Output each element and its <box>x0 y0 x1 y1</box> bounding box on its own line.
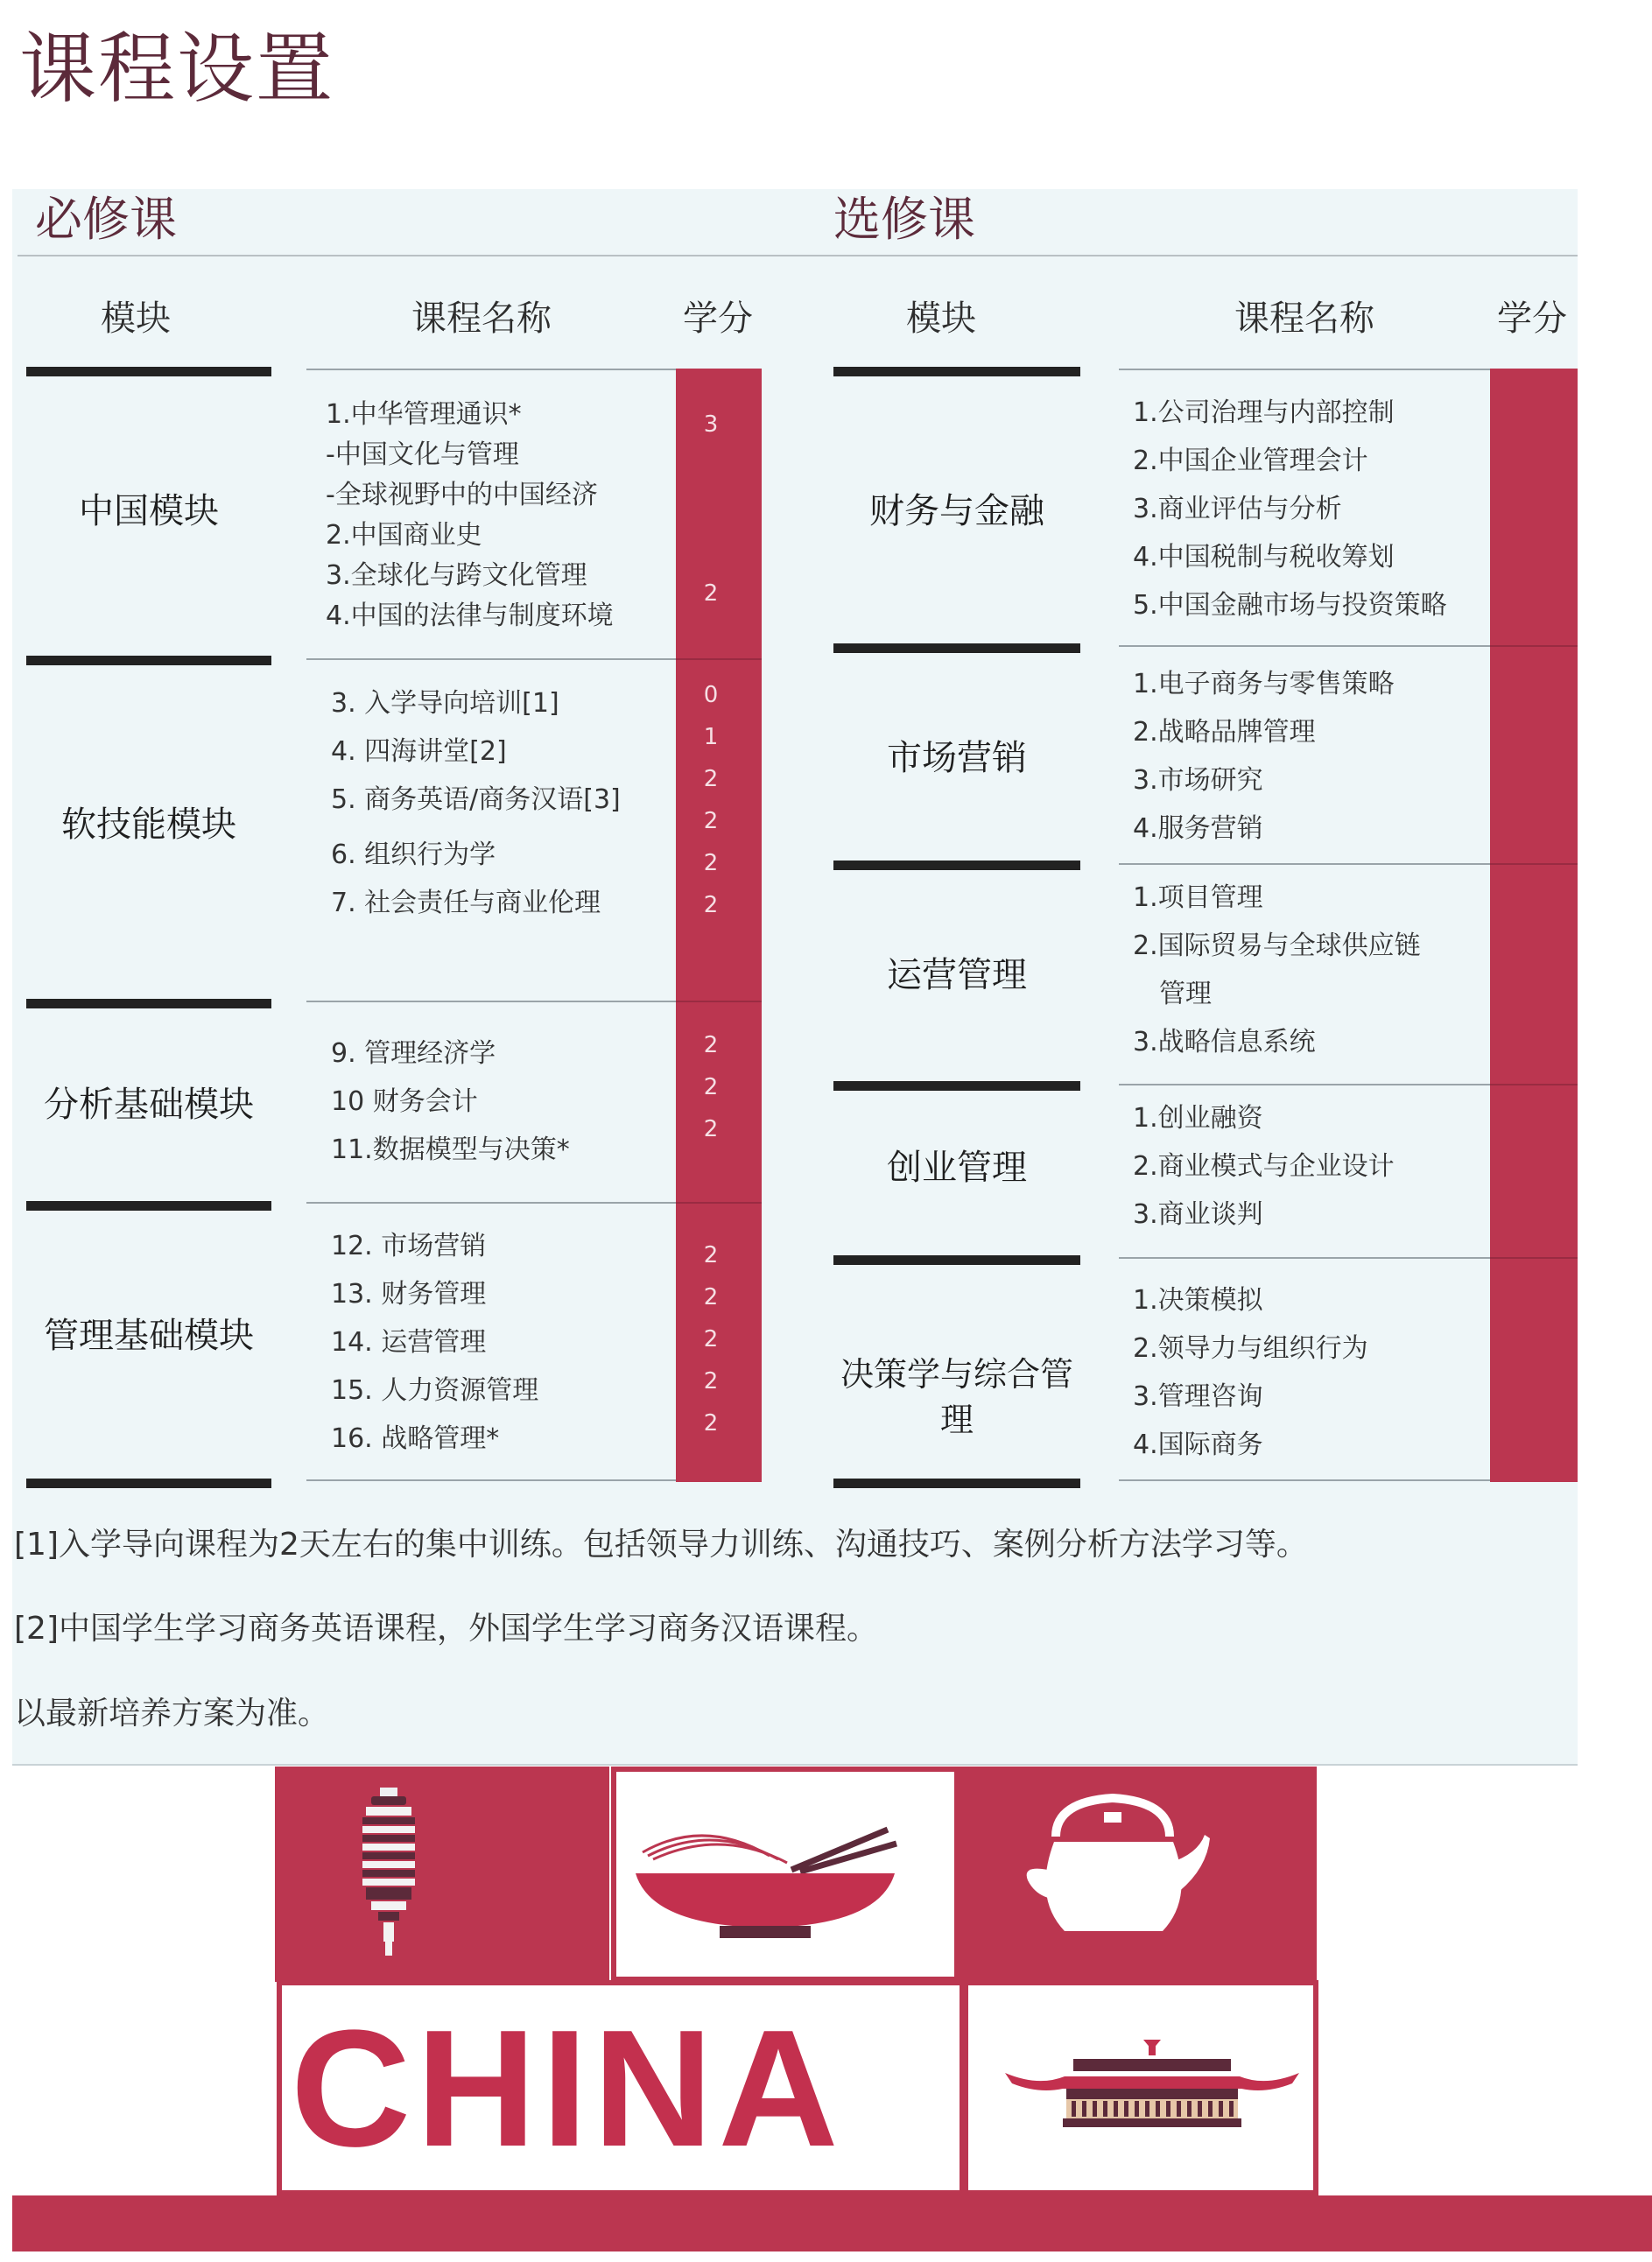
elective-credit-header: 学分 <box>1497 299 1567 339</box>
course-item: 2.商业模式与企业设计 <box>1133 1151 1395 1182</box>
course-item: 13. 财务管理 <box>331 1279 487 1310</box>
course-item: 5.中国金融市场与投资策略 <box>1133 590 1447 621</box>
credit-value: 2 <box>703 808 719 834</box>
course-item: 管理 <box>1159 979 1212 1009</box>
pagoda-icon <box>968 1985 1313 2190</box>
header-divider <box>18 255 1578 256</box>
course-item: -中国文化与管理 <box>326 439 519 470</box>
course-item: 2.领导力与组织行为 <box>1133 1333 1368 1364</box>
module-name: 运营管理 <box>887 955 1027 995</box>
credit-value: 2 <box>703 892 719 918</box>
elective-credit-column <box>1490 369 1578 1482</box>
required-course-rule <box>306 1202 676 1204</box>
footnote: [1]入学导向课程为2天左右的集中训练。包括领导力训练、沟通技巧、案例分析方法学习等。 <box>14 1527 1308 1563</box>
elective-module-rule <box>833 861 1080 870</box>
elective-course-rule <box>1119 369 1490 370</box>
elective-credit-rule <box>1490 863 1578 865</box>
course-item: 14. 运营管理 <box>331 1327 487 1358</box>
required-heading: 必修课 <box>35 192 177 247</box>
course-item: 4.中国税制与税收筹划 <box>1133 542 1395 573</box>
required-credit-header: 学分 <box>683 299 753 339</box>
elective-module-header: 模块 <box>906 299 976 339</box>
module-name: 创业管理 <box>887 1148 1027 1188</box>
credit-value: 2 <box>703 1032 719 1058</box>
lantern-icon <box>275 1767 609 1982</box>
pagoda-tile <box>963 1980 1318 2195</box>
credit-value: 3 <box>703 411 719 438</box>
module-name: 财务与金融 <box>869 491 1044 531</box>
noodle-tile <box>611 1767 960 1982</box>
panel-bottom-rule <box>12 1764 1578 1766</box>
course-item: 3.商业评估与分析 <box>1133 494 1342 524</box>
bottom-banner-strip <box>12 2195 1652 2251</box>
elective-heading: 选修课 <box>833 192 975 247</box>
course-item: 3.市场研究 <box>1133 765 1263 796</box>
elective-course-rule <box>1119 1479 1490 1481</box>
elective-credit-rule <box>1490 645 1578 647</box>
elective-course-rule <box>1119 1257 1490 1259</box>
china-word: CHINA <box>291 1996 844 2181</box>
elective-credit-rule <box>1490 1084 1578 1085</box>
course-item: 2.中国企业管理会计 <box>1133 446 1368 476</box>
credit-value: 2 <box>703 1410 719 1437</box>
credit-value: 2 <box>703 1368 719 1394</box>
course-item: -全球视野中的中国经济 <box>326 480 598 510</box>
module-name: 分析基础模块 <box>44 1085 254 1125</box>
noodle-bowl-icon <box>616 1772 954 1977</box>
elective-module-rule <box>833 643 1080 653</box>
elective-course-rule <box>1119 1084 1490 1085</box>
course-item: 10 财务会计 <box>331 1086 478 1117</box>
required-course-header: 课程名称 <box>411 299 552 339</box>
required-course-rule <box>306 658 676 660</box>
required-course-rule <box>306 1479 676 1481</box>
module-name: 中国模块 <box>79 491 219 531</box>
course-item: 15. 人力资源管理 <box>331 1375 539 1406</box>
credit-value: 2 <box>703 766 719 792</box>
course-item: 2.战略品牌管理 <box>1133 717 1316 748</box>
required-credit-column <box>676 369 762 1482</box>
china-word-tile <box>277 1980 965 2195</box>
module-name: 软技能模块 <box>61 804 236 845</box>
elective-course-rule <box>1119 863 1490 865</box>
course-item: 1.公司治理与内部控制 <box>1133 397 1395 428</box>
credit-value: 2 <box>703 1116 719 1142</box>
course-item: 3.商业谈判 <box>1133 1199 1263 1230</box>
required-credit-rule <box>676 658 762 660</box>
course-item: 16. 战略管理* <box>331 1423 500 1454</box>
elective-module-rule <box>833 1081 1080 1091</box>
credit-value: 2 <box>703 1074 719 1100</box>
module-name: 决策学与综合管理 <box>840 1355 1073 1439</box>
course-item: 6. 组织行为学 <box>331 839 496 870</box>
elective-module-rule <box>833 1479 1080 1488</box>
required-module-rule <box>26 367 271 376</box>
elective-course-header: 课程名称 <box>1234 299 1374 339</box>
course-item: 4.服务营销 <box>1133 813 1263 844</box>
course-item: 3.全球化与跨文化管理 <box>326 560 587 591</box>
required-credit-rule <box>676 1001 762 1002</box>
module-name: 管理基础模块 <box>44 1316 254 1356</box>
required-course-rule <box>306 369 676 370</box>
elective-module-rule <box>833 367 1080 376</box>
course-item: 12. 市场营销 <box>331 1231 487 1261</box>
credit-value: 2 <box>703 1326 719 1352</box>
course-item: 4.中国的法律与制度环境 <box>326 601 614 631</box>
course-item: 1.项目管理 <box>1133 882 1263 913</box>
course-item: 1.决策模拟 <box>1133 1285 1263 1316</box>
course-item: 4.国际商务 <box>1133 1430 1263 1460</box>
required-credit-rule <box>676 1202 762 1204</box>
footnote: 以最新培养方案为准。 <box>14 1696 330 1732</box>
course-item: 7. 社会责任与商业伦理 <box>331 888 601 918</box>
required-course-rule <box>306 1001 676 1002</box>
credit-value: 1 <box>703 724 719 750</box>
course-item: 4. 四海讲堂[2] <box>331 736 507 767</box>
elective-credit-rule <box>1490 1257 1578 1259</box>
teapot-icon <box>960 1767 1317 1982</box>
course-item: 3.管理咨询 <box>1133 1381 1263 1412</box>
footnote: [2]中国学生学习商务英语课程，外国学生学习商务汉语课程。 <box>14 1611 878 1647</box>
course-item: 3.战略信息系统 <box>1133 1027 1316 1057</box>
course-item: 11.数据模型与决策* <box>331 1135 570 1165</box>
teapot-tile <box>960 1767 1317 1982</box>
course-item: 3. 入学导向培训[1] <box>331 688 559 719</box>
elective-module-rule <box>833 1255 1080 1265</box>
course-item: 9. 管理经济学 <box>331 1038 496 1069</box>
lantern-tile <box>275 1767 609 1982</box>
module-name: 市场营销 <box>887 738 1027 778</box>
elective-course-rule <box>1119 645 1490 647</box>
page-title: 课程设置 <box>19 24 335 114</box>
credit-value: 0 <box>703 682 719 708</box>
course-item: 2.中国商业史 <box>326 520 482 551</box>
course-item: 5. 商务英语/商务汉语[3] <box>331 784 621 815</box>
course-item: 2.国际贸易与全球供应链 <box>1133 931 1421 961</box>
credit-value: 2 <box>703 1242 719 1268</box>
course-item: 1.创业融资 <box>1133 1103 1263 1134</box>
required-module-rule <box>26 656 271 665</box>
required-module-rule <box>26 1201 271 1211</box>
course-item: 1.电子商务与零售策略 <box>1133 669 1395 699</box>
required-module-rule <box>26 1479 271 1488</box>
required-module-rule <box>26 999 271 1008</box>
required-module-header: 模块 <box>101 299 171 339</box>
credit-value: 2 <box>703 1284 719 1310</box>
credit-value: 2 <box>703 580 719 607</box>
credit-value: 2 <box>703 850 719 876</box>
course-item: 1.中华管理通识* <box>326 399 522 430</box>
